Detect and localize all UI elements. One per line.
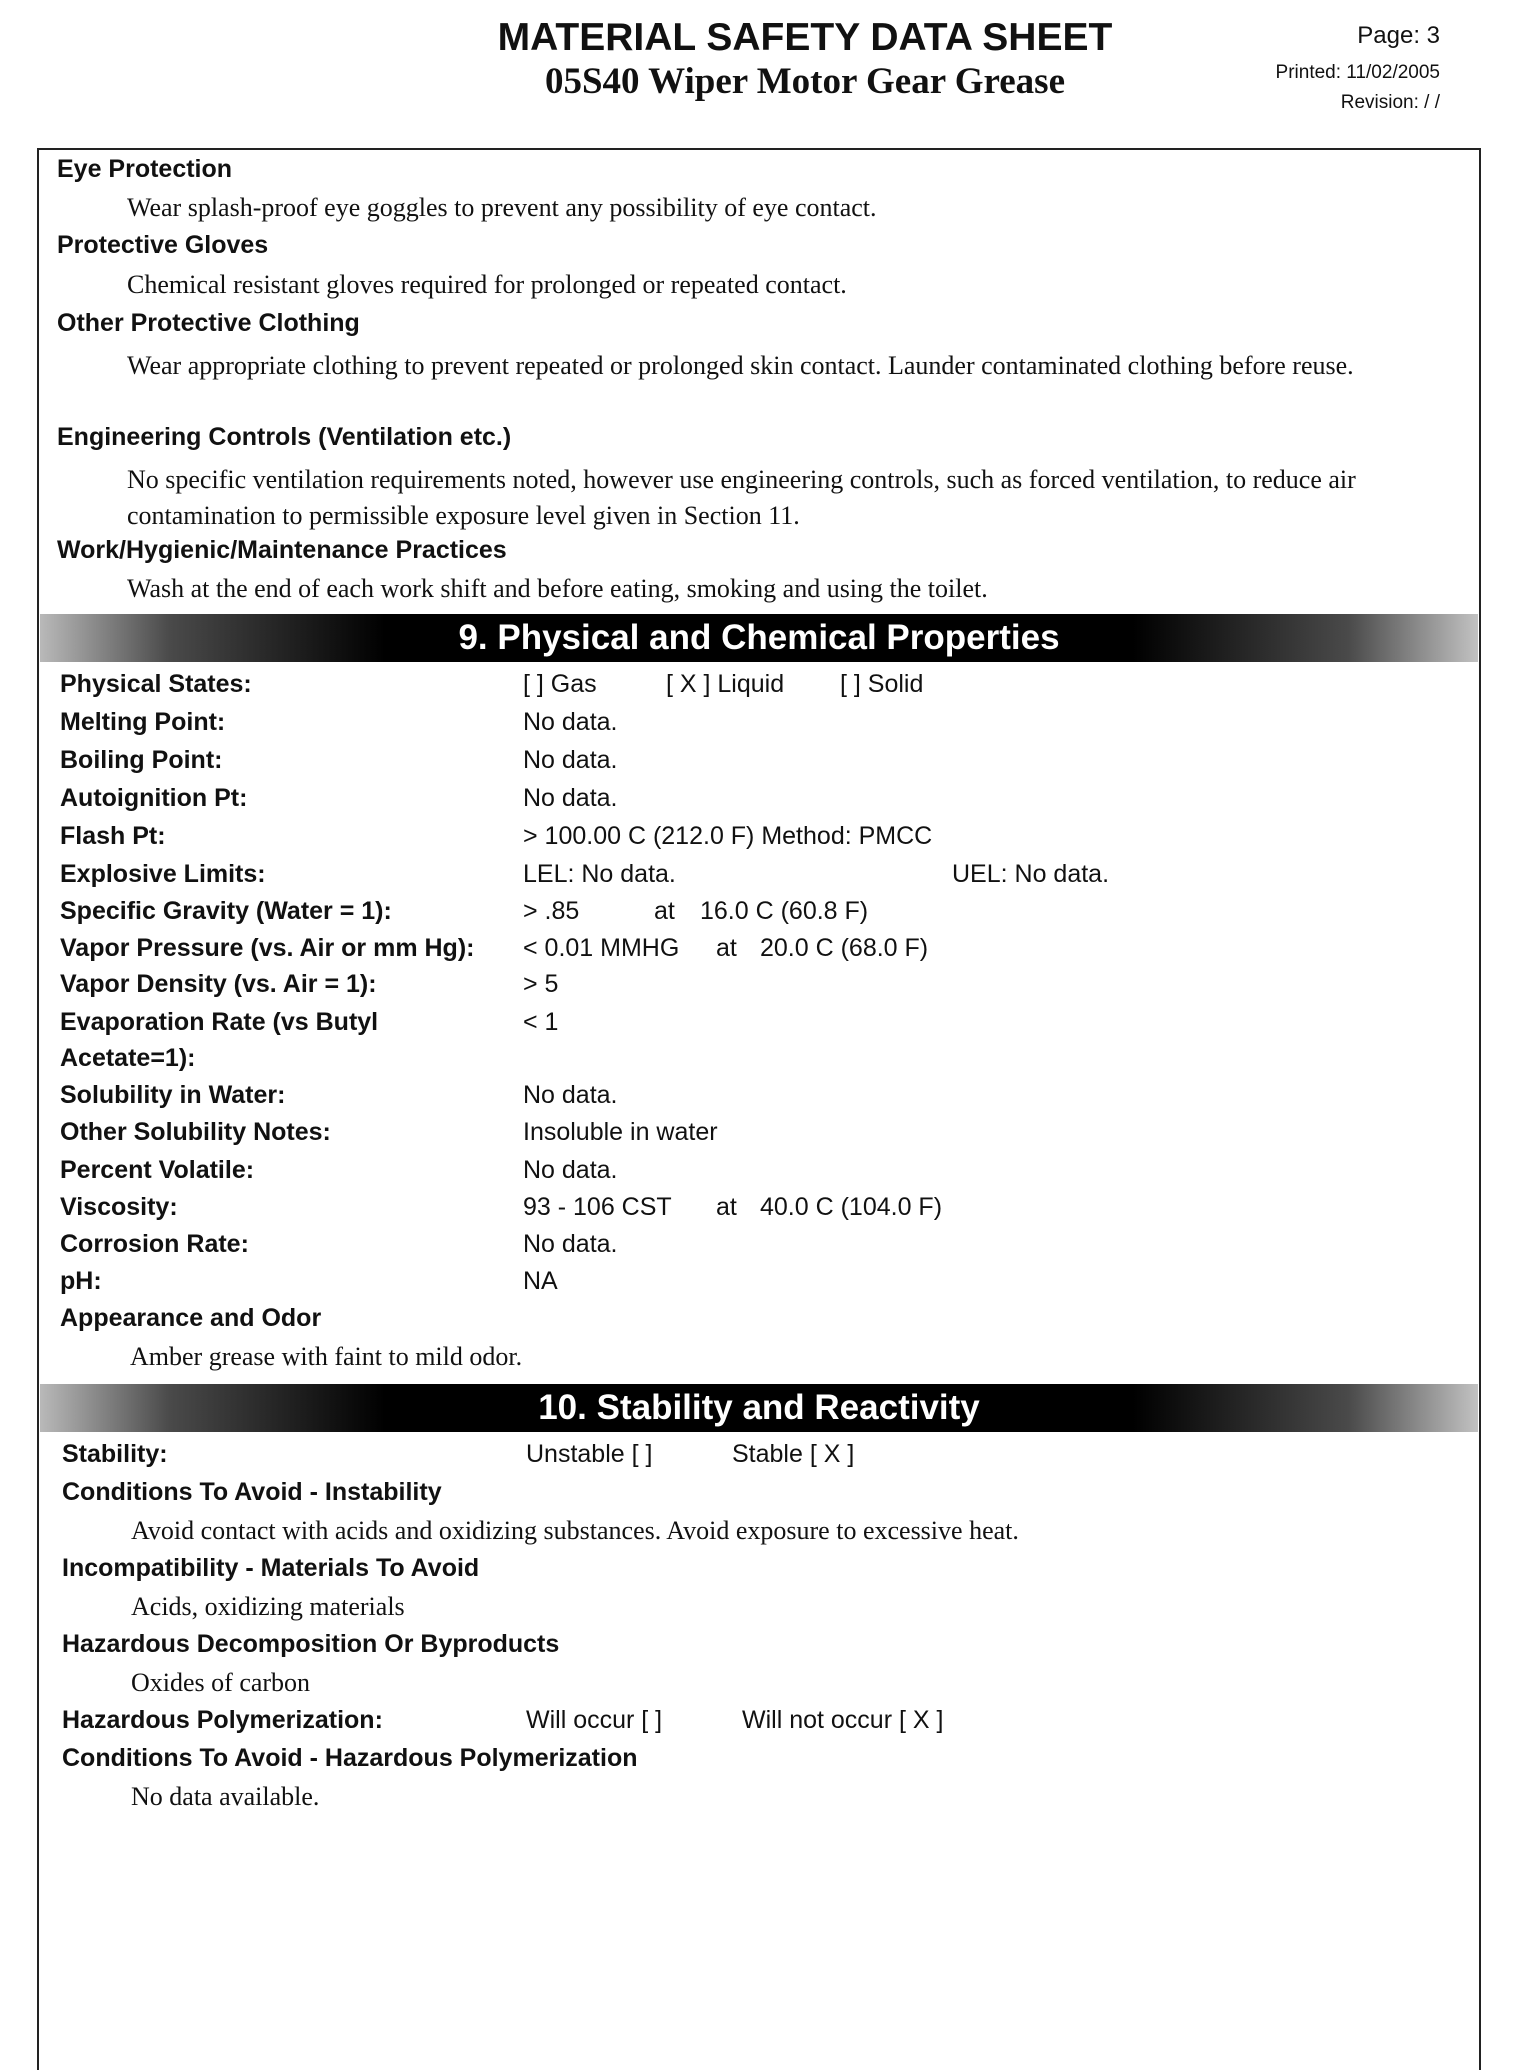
incompatibility-text: Acids, oxidizing materials: [131, 1592, 405, 1621]
protective-gloves-label: Protective Gloves: [57, 231, 269, 259]
conditions-polymerization-label: Conditions To Avoid - Hazardous Polymerization: [62, 1744, 638, 1772]
viscosity-label: Viscosity:: [60, 1193, 178, 1221]
autoignition-value: No data.: [523, 784, 618, 812]
stable-option: Stable [ X ]: [732, 1440, 855, 1468]
ph-label: pH:: [60, 1267, 102, 1295]
page-number: Page: 3: [1357, 22, 1440, 49]
viscosity-value: 93 - 106 CST: [523, 1193, 672, 1221]
specific-gravity-at: at: [654, 897, 675, 925]
flash-point-label: Flash Pt:: [60, 822, 166, 850]
protective-gloves-text: Chemical resistant gloves required for prolonged or repeated contact.: [127, 270, 847, 299]
section-10-header: [40, 1384, 1478, 1432]
explosive-limits-label: Explosive Limits:: [60, 860, 266, 888]
vapor-density-label: Vapor Density (vs. Air = 1):: [60, 970, 377, 998]
flash-point-value: > 100.00 C (212.0 F) Method: PMCC: [523, 822, 933, 850]
printed-date: Printed: 11/02/2005: [1275, 62, 1440, 83]
eye-protection-label: Eye Protection: [57, 155, 233, 183]
vapor-pressure-value: < 0.01 MMHG: [523, 934, 680, 962]
specific-gravity-label: Specific Gravity (Water = 1):: [60, 897, 392, 925]
appearance-label: Appearance and Odor: [60, 1304, 322, 1332]
percent-volatile-label: Percent Volatile:: [60, 1156, 255, 1184]
other-clothing-text: Wear appropriate clothing to prevent repeated or prolonged skin contact. Launder contaminated clothing before reuse.: [127, 351, 1354, 380]
appearance-text: Amber grease with faint to mild odor.: [130, 1342, 523, 1371]
conditions-instability-label: Conditions To Avoid - Instability: [62, 1478, 442, 1506]
decomposition-label: Hazardous Decomposition Or Byproducts: [62, 1630, 560, 1658]
product-name: 05S40 Wiper Motor Gear Grease: [544, 61, 1065, 102]
vapor-pressure-label: Vapor Pressure (vs. Air or mm Hg):: [60, 934, 475, 962]
evaporation-rate-label-cont: Acetate=1):: [60, 1044, 196, 1072]
engineering-controls-label: Engineering Controls (Ventilation etc.): [57, 423, 512, 451]
boiling-point-label: Boiling Point:: [60, 746, 223, 774]
conditions-instability-text: Avoid contact with acids and oxidizing substances. Avoid exposure to excessive heat.: [131, 1516, 1019, 1545]
specific-gravity-value: > .85: [523, 897, 580, 925]
uel-value: UEL: No data.: [952, 860, 1110, 888]
specific-gravity-temp: 16.0 C (60.8 F): [700, 897, 869, 925]
document-title: MATERIAL SAFETY DATA SHEET: [497, 16, 1113, 59]
liquid-option: [ X ] Liquid: [666, 670, 785, 698]
section-9-header: [40, 614, 1478, 662]
section-10-title: 10. Stability and Reactivity: [538, 1388, 980, 1427]
vapor-pressure-temp: 20.0 C (68.0 F): [760, 934, 929, 962]
corrosion-rate-label: Corrosion Rate:: [60, 1230, 249, 1258]
solubility-label: Solubility in Water:: [60, 1081, 286, 1109]
autoignition-label: Autoignition Pt:: [60, 784, 248, 812]
will-occur-option: Will occur [ ]: [526, 1706, 663, 1734]
vapor-pressure-at: at: [716, 934, 737, 962]
ph-value: NA: [523, 1267, 558, 1295]
melting-point-label: Melting Point:: [60, 708, 226, 736]
gas-option: [ ] Gas: [523, 670, 597, 698]
percent-volatile-value: No data.: [523, 1156, 618, 1184]
will-not-occur-option: Will not occur [ X ]: [742, 1706, 944, 1734]
solubility-value: No data.: [523, 1081, 618, 1109]
polymerization-label: Hazardous Polymerization:: [62, 1706, 383, 1734]
physical-states-label: Physical States:: [60, 670, 252, 698]
engineering-controls-text: No specific ventilation requirements noted, however use engineering controls, such as forced ventilation, to reduce air contamination to permissible exposure level given in Section 11.: [127, 465, 1356, 530]
conditions-polymerization-text: No data available.: [131, 1782, 320, 1811]
solid-option: [ ] Solid: [840, 670, 924, 698]
evaporation-rate-value: < 1: [523, 1008, 559, 1036]
boiling-point-value: No data.: [523, 746, 618, 774]
evaporation-rate-label: Evaporation Rate (vs Butyl: [60, 1008, 379, 1036]
section-9-title: 9. Physical and Chemical Properties: [458, 618, 1060, 657]
corrosion-rate-value: No data.: [523, 1230, 618, 1258]
revision: Revision: / /: [1340, 92, 1440, 113]
other-solubility-label: Other Solubility Notes:: [60, 1118, 331, 1146]
unstable-option: Unstable [ ]: [526, 1440, 653, 1468]
viscosity-temp: 40.0 C (104.0 F): [760, 1193, 943, 1221]
stability-label: Stability:: [62, 1440, 168, 1468]
work-practices-label: Work/Hygienic/Maintenance Practices: [57, 536, 507, 564]
lel-value: LEL: No data.: [523, 860, 676, 888]
eye-protection-text: Wear splash-proof eye goggles to prevent any possibility of eye contact.: [127, 193, 877, 222]
incompatibility-label: Incompatibility - Materials To Avoid: [62, 1554, 480, 1582]
other-clothing-label: Other Protective Clothing: [57, 309, 360, 337]
other-solubility-value: Insoluble in water: [523, 1118, 718, 1146]
vapor-density-value: > 5: [523, 970, 559, 998]
melting-point-value: No data.: [523, 708, 618, 736]
decomposition-text: Oxides of carbon: [131, 1668, 311, 1697]
viscosity-at: at: [716, 1193, 737, 1221]
work-practices-text: Wash at the end of each work shift and before eating, smoking and using the toilet.: [127, 574, 988, 603]
